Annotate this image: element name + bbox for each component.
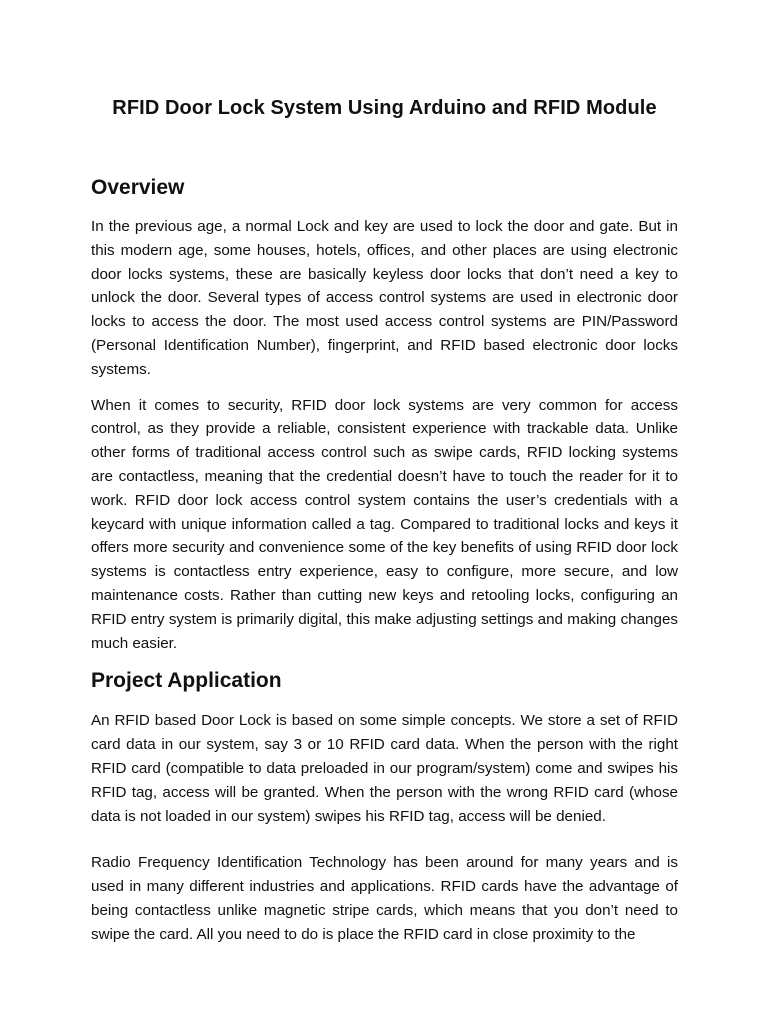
project-application-paragraph-2: Radio Frequency Identification Technology has been around for many years and is used in many different industries and applications. RFID cards have the advantage of being contactless unlike magnetic stripe cards, which means that you don’t need to swipe the card. All you need to do is place the RFID card in close proximity to the <box>91 854 678 943</box>
section-heading-project-application: Project Application <box>91 669 282 693</box>
project-application-paragraph-1: An RFID based Door Lock is based on some simple concepts. We store a set of RFID card data in our system, say 3 or 10 RFID card data. When the person with the right RFID card (compatible to data preloaded in our program/system) come and swipes his RFID tag, access will be granted. When the person with the wrong RFID card (whose data is not loaded in our system) swipes his RFID tag, access will be denied. <box>91 712 678 825</box>
document-content <box>91 94 678 947</box>
section-heading-overview: Overview <box>91 176 185 199</box>
document-title: RFID Door Lock System Using Arduino and RFID Module <box>112 97 657 119</box>
overview-paragraph-1: In the previous age, a normal Lock and key are used to lock the door and gate. But in this modern age, some houses, hotels, offices, and other places are using electronic door locks systems, these are basically keyless door locks that don’t need a key to unlock the door. Several types of access control systems are used in electronic door locks to access the door. The most used access control systems are PIN/Password (Personal Identification Number), fingerprint, and RFID based electronic door locks systems. <box>91 218 678 378</box>
overview-paragraph-2: When it comes to security, RFID door lock systems are very common for access control, as they provide a reliable, consistent experience with trackable data. Unlike other forms of traditional access control such as swipe cards, RFID locking systems are contactless, meaning that the credential doesn’t have to touch the reader for it to work. RFID door lock access control system contains the user’s credentials with a keycard with unique information called a tag. Compared to traditional locks and keys it offers more security and convenience some of the key benefits of using RFID door lock systems is contactless entry experience, easy to configure, more secure, and low maintenance costs. Rather than cutting new keys and retooling locks, configuring an RFID entry system is primarily digital, this make adjusting settings and making changes much easier. <box>91 396 678 652</box>
